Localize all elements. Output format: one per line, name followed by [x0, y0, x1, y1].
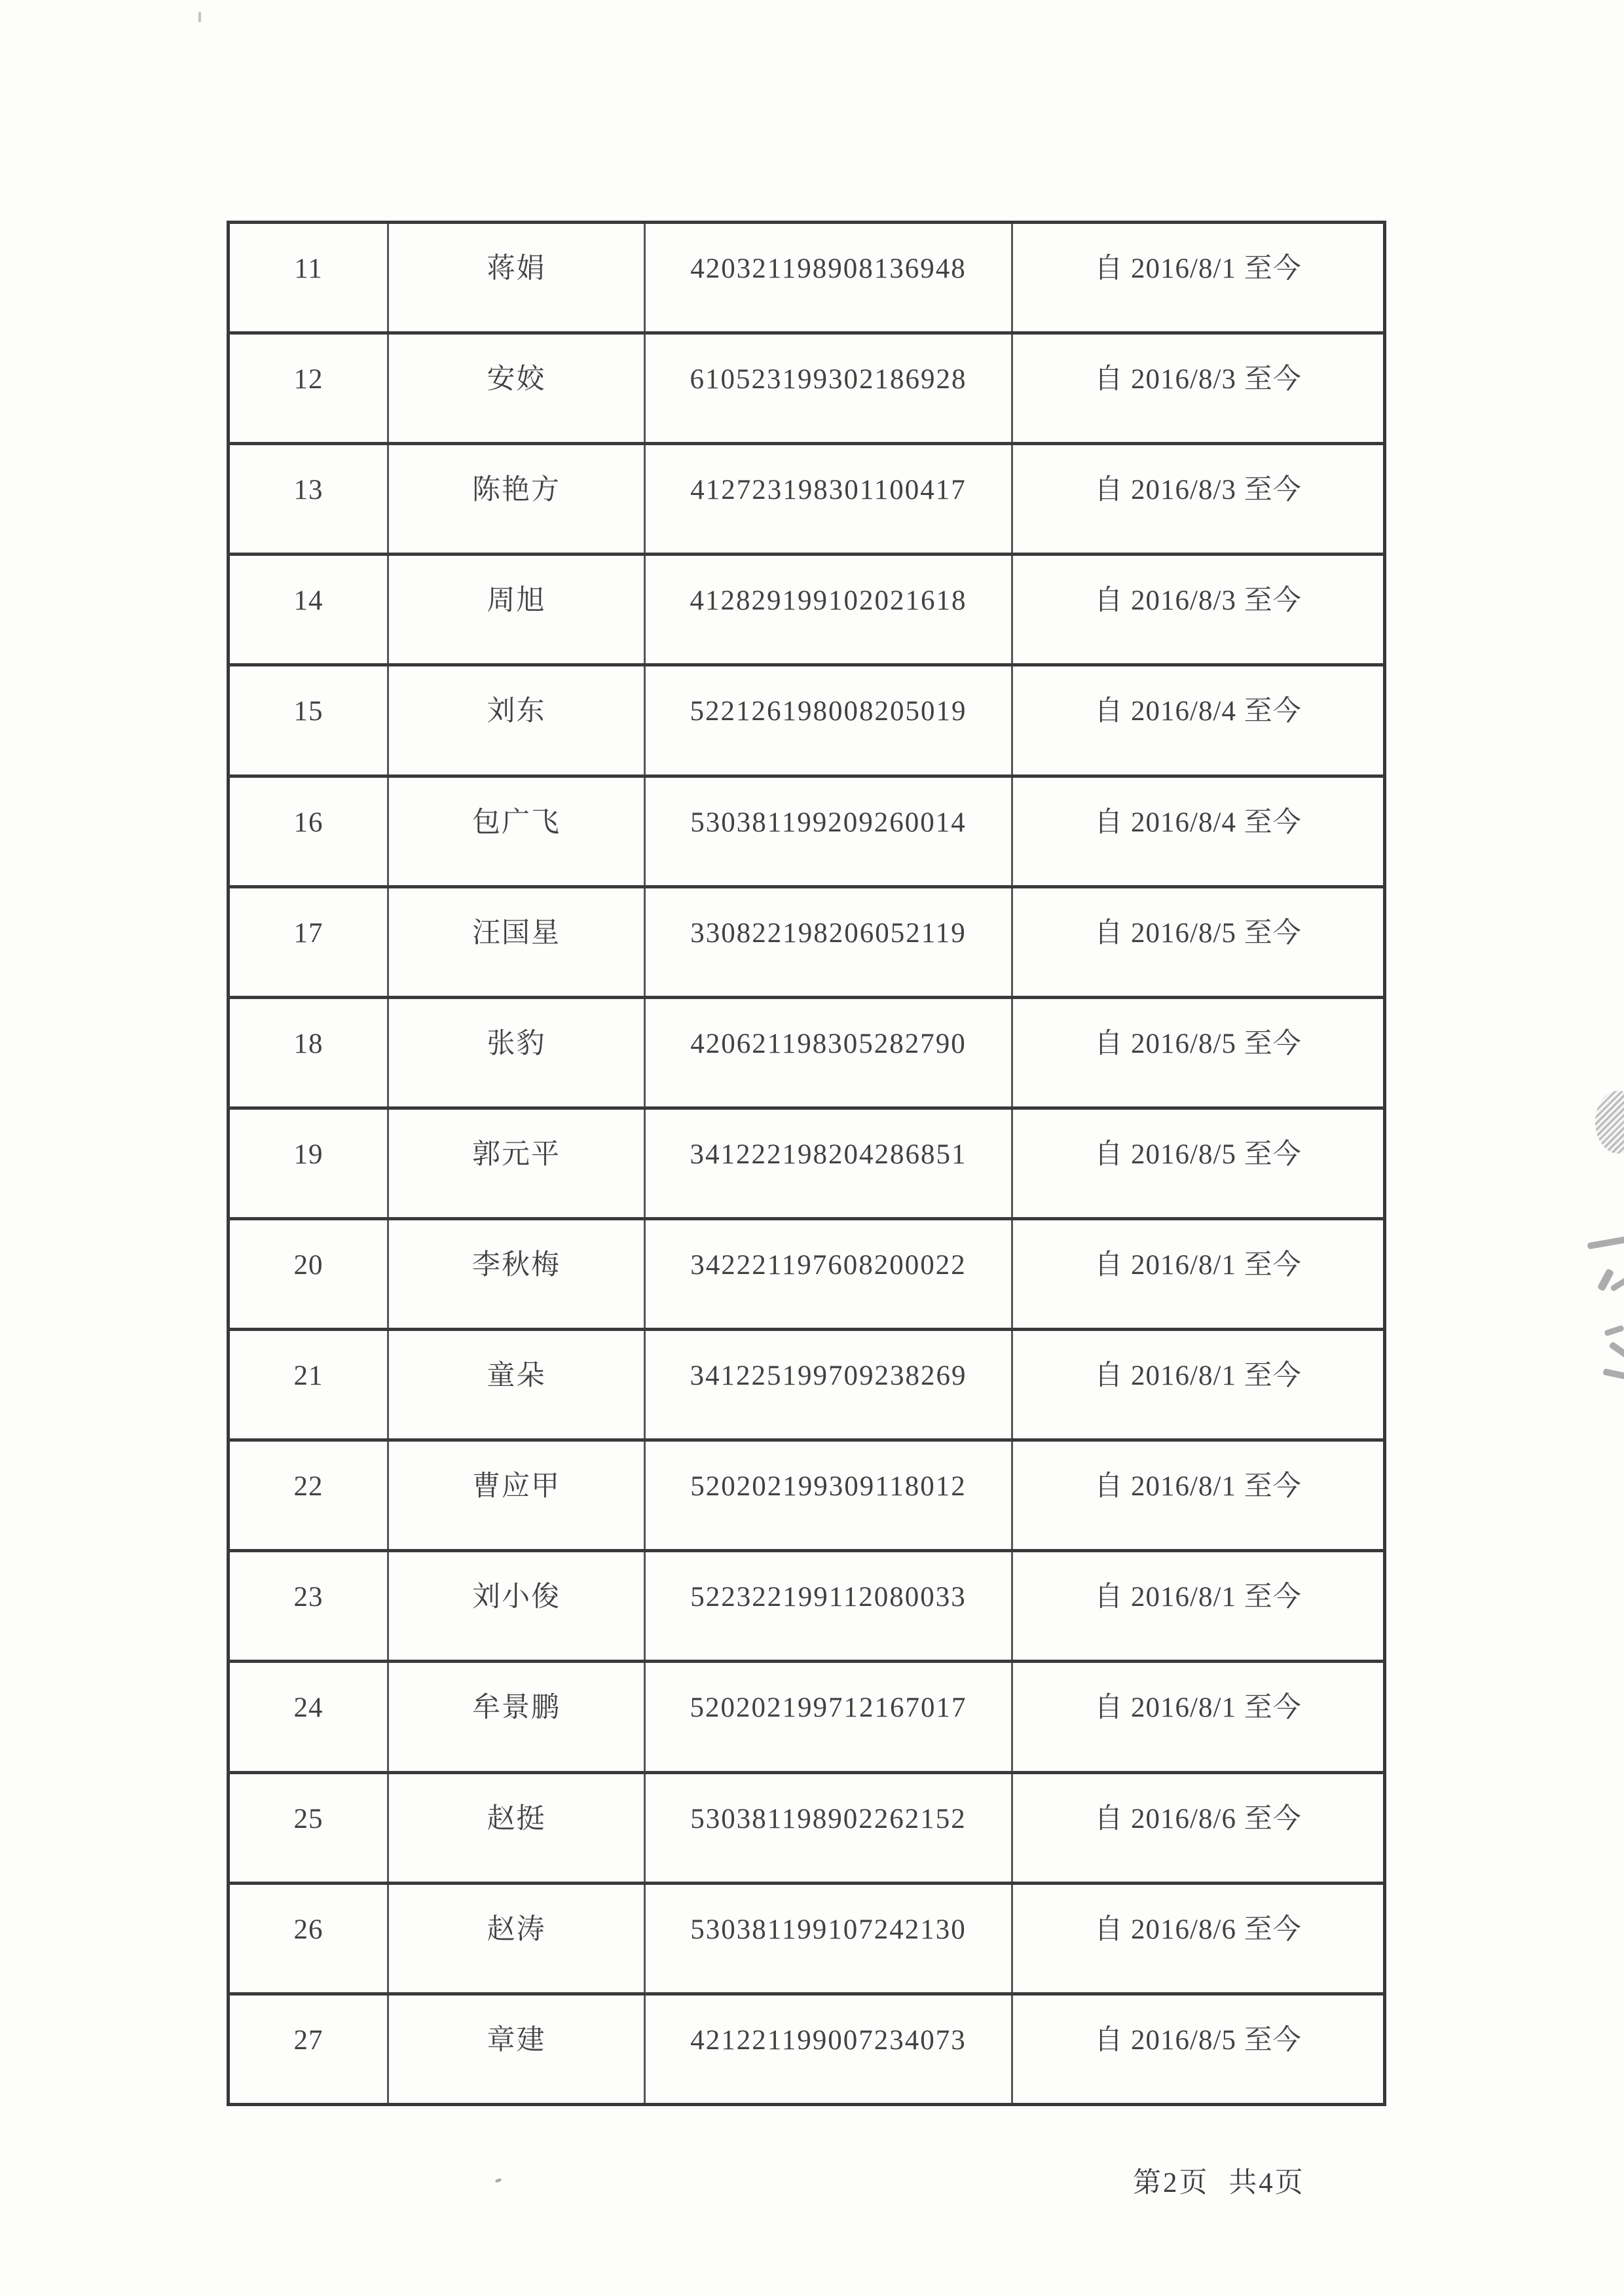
- table-row: [229, 444, 1385, 555]
- table-row: [229, 1551, 1385, 1662]
- personnel-roster-table: [227, 221, 1386, 2106]
- scan-speck-top: [198, 12, 201, 22]
- employment-period-cell: 自 2016/8/3 至今: [1012, 444, 1385, 555]
- scan-artifact-mark: [1610, 1275, 1624, 1292]
- table-row: [229, 333, 1385, 444]
- person-name-cell: 陈艳方: [388, 444, 645, 555]
- id-number-cell: 530381198902262152: [645, 1772, 1012, 1883]
- row-number-cell: 20: [229, 1218, 388, 1329]
- person-name-cell: 安姣: [388, 333, 645, 444]
- id-number-cell: 522126198008205019: [645, 665, 1012, 776]
- person-name-cell: 章建: [388, 1994, 645, 2104]
- scan-artifact-mark: [1587, 1236, 1624, 1250]
- id-number-cell: 610523199302186928: [645, 333, 1012, 444]
- row-number-cell: 21: [229, 1330, 388, 1440]
- person-name-cell: 蒋娟: [388, 223, 645, 333]
- person-name-cell: 周旭: [388, 555, 645, 665]
- row-number-cell: 19: [229, 1108, 388, 1218]
- row-number-cell: 22: [229, 1440, 388, 1551]
- person-name-cell: 刘小俊: [388, 1551, 645, 1662]
- scan-artifact-mark: [1602, 1368, 1624, 1380]
- employment-period-cell: 自 2016/8/5 至今: [1012, 997, 1385, 1108]
- employment-period-cell: 自 2016/8/5 至今: [1012, 1994, 1385, 2104]
- row-number-cell: 15: [229, 665, 388, 776]
- table-row: [229, 555, 1385, 665]
- employment-period-cell: 自 2016/8/4 至今: [1012, 665, 1385, 776]
- id-number-cell: 341222198204286851: [645, 1108, 1012, 1218]
- person-name-cell: 赵涛: [388, 1883, 645, 1994]
- employment-period-cell: 自 2016/8/4 至今: [1012, 776, 1385, 886]
- row-number-cell: 16: [229, 776, 388, 886]
- row-number-cell: 25: [229, 1772, 388, 1883]
- employment-period-cell: 自 2016/8/3 至今: [1012, 333, 1385, 444]
- employment-period-cell: 自 2016/8/1 至今: [1012, 1440, 1385, 1551]
- id-number-cell: 520202199309118012: [645, 1440, 1012, 1551]
- page-number-footer: 第2页 共4页: [1133, 2168, 1305, 2198]
- employment-period-cell: 自 2016/8/5 至今: [1012, 886, 1385, 997]
- row-number-cell: 27: [229, 1994, 388, 2104]
- row-number-cell: 24: [229, 1662, 388, 1772]
- row-number-cell: 18: [229, 997, 388, 1108]
- id-number-cell: 341225199709238269: [645, 1330, 1012, 1440]
- table-row: [229, 776, 1385, 886]
- employment-period-cell: 自 2016/8/1 至今: [1012, 1218, 1385, 1329]
- id-number-cell: 412829199102021618: [645, 555, 1012, 665]
- employment-period-cell: 自 2016/8/1 至今: [1012, 1662, 1385, 1772]
- row-number-cell: 17: [229, 886, 388, 997]
- person-name-cell: 包广飞: [388, 776, 645, 886]
- row-number-cell: 23: [229, 1551, 388, 1662]
- table-row: [229, 223, 1385, 333]
- employment-period-cell: 自 2016/8/5 至今: [1012, 1108, 1385, 1218]
- scan-artifact-mark: [1604, 1325, 1624, 1337]
- person-name-cell: 曹应甲: [388, 1440, 645, 1551]
- id-number-cell: 530381199209260014: [645, 776, 1012, 886]
- person-name-cell: 张豹: [388, 997, 645, 1108]
- employment-period-cell: 自 2016/8/3 至今: [1012, 555, 1385, 665]
- id-number-cell: 530381199107242130: [645, 1883, 1012, 1994]
- employment-period-cell: 自 2016/8/6 至今: [1012, 1772, 1385, 1883]
- table-row: [229, 1883, 1385, 1994]
- scan-speck-bottom: [494, 2178, 502, 2183]
- scan-artifact-stamp-edge: [1595, 1091, 1624, 1154]
- table-row: [229, 1330, 1385, 1440]
- table-row: [229, 1218, 1385, 1329]
- scan-artifact-mark: [1608, 1341, 1624, 1360]
- id-number-cell: 421221199007234073: [645, 1994, 1012, 2104]
- employment-period-cell: 自 2016/8/1 至今: [1012, 223, 1385, 333]
- row-number-cell: 12: [229, 333, 388, 444]
- person-name-cell: 牟景鹏: [388, 1662, 645, 1772]
- id-number-cell: 330822198206052119: [645, 886, 1012, 997]
- id-number-cell: 412723198301100417: [645, 444, 1012, 555]
- row-number-cell: 11: [229, 223, 388, 333]
- table-row: [229, 665, 1385, 776]
- employment-period-cell: 自 2016/8/1 至今: [1012, 1551, 1385, 1662]
- id-number-cell: 420321198908136948: [645, 223, 1012, 333]
- table-row: [229, 997, 1385, 1108]
- person-name-cell: 刘东: [388, 665, 645, 776]
- id-number-cell: 520202199712167017: [645, 1662, 1012, 1772]
- employment-period-cell: 自 2016/8/6 至今: [1012, 1883, 1385, 1994]
- table-row: [229, 1772, 1385, 1883]
- table-row: [229, 1994, 1385, 2104]
- person-name-cell: 郭元平: [388, 1108, 645, 1218]
- person-name-cell: 汪国星: [388, 886, 645, 997]
- table-row: [229, 1440, 1385, 1551]
- person-name-cell: 童朵: [388, 1330, 645, 1440]
- row-number-cell: 26: [229, 1883, 388, 1994]
- id-number-cell: 522322199112080033: [645, 1551, 1012, 1662]
- person-name-cell: 赵挺: [388, 1772, 645, 1883]
- table-row: [229, 1108, 1385, 1218]
- row-number-cell: 13: [229, 444, 388, 555]
- table-row: [229, 1662, 1385, 1772]
- table-row: [229, 886, 1385, 997]
- employment-period-cell: 自 2016/8/1 至今: [1012, 1330, 1385, 1440]
- person-name-cell: 李秋梅: [388, 1218, 645, 1329]
- id-number-cell: 342221197608200022: [645, 1218, 1012, 1329]
- id-number-cell: 420621198305282790: [645, 997, 1012, 1108]
- roster-table-body: [229, 223, 1385, 2105]
- row-number-cell: 14: [229, 555, 388, 665]
